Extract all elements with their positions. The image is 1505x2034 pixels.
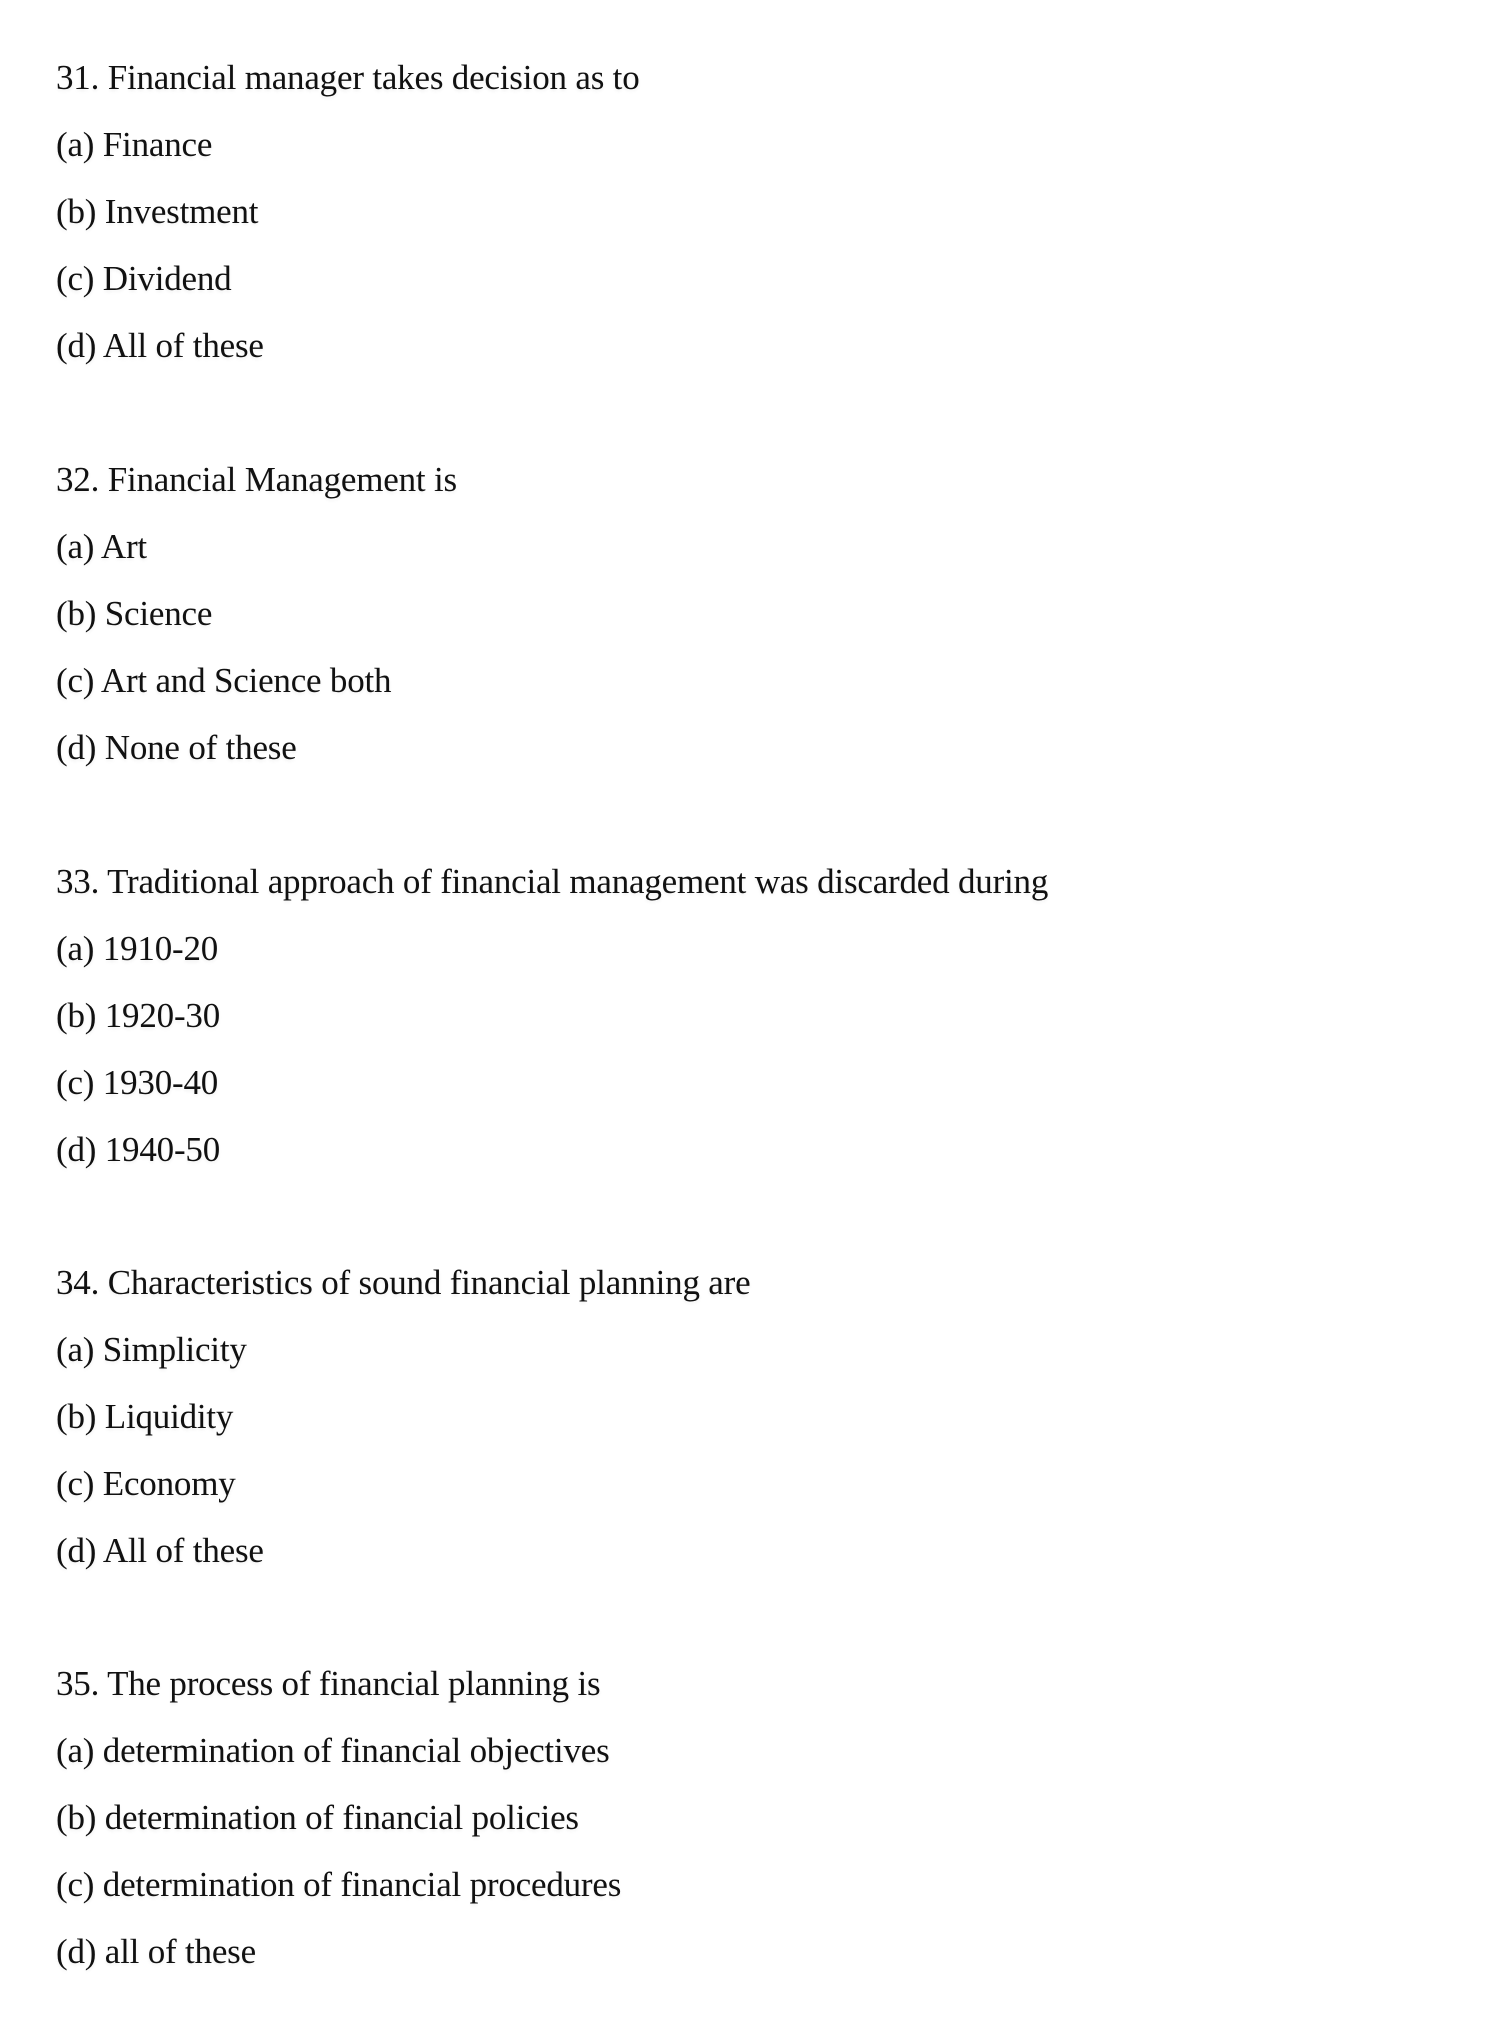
question-text: 34. Characteristics of sound financial planning are <box>56 1263 751 1302</box>
option-d: (d) 1940-50 <box>56 1130 221 1169</box>
question-text: 33. Traditional approach of financial management was discarded during <box>56 862 1049 901</box>
option-a: (a) Art <box>56 527 147 566</box>
option-a: (a) determination of financial objectives <box>56 1731 610 1770</box>
option-b: (b) Science <box>56 594 213 633</box>
option-c: (c) 1930-40 <box>56 1063 219 1102</box>
question-32 <box>56 446 1456 781</box>
question-35 <box>56 1650 1456 1985</box>
question-text: 32. Financial Management is <box>56 460 457 499</box>
question-33 <box>56 848 1456 1183</box>
option-d: (d) All of these <box>56 326 264 365</box>
option-b: (b) determination of financial policies <box>56 1798 579 1837</box>
option-d: (d) None of these <box>56 728 297 767</box>
option-c: (c) Art and Science both <box>56 661 392 700</box>
option-c: (c) Dividend <box>56 259 232 298</box>
option-b: (b) 1920-30 <box>56 996 221 1035</box>
option-b: (b) Liquidity <box>56 1397 234 1436</box>
option-b: (b) Investment <box>56 192 259 231</box>
question-text: 31. Financial manager takes decision as to <box>56 58 640 97</box>
question-text: 35. The process of financial planning is <box>56 1664 601 1703</box>
question-31 <box>56 44 1456 379</box>
option-d: (d) All of these <box>56 1531 264 1570</box>
option-a: (a) Finance <box>56 125 213 164</box>
question-34 <box>56 1249 1456 1584</box>
option-c: (c) determination of financial procedures <box>56 1865 622 1904</box>
option-d: (d) all of these <box>56 1932 256 1971</box>
option-c: (c) Economy <box>56 1464 236 1503</box>
option-a: (a) 1910-20 <box>56 929 219 968</box>
option-a: (a) Simplicity <box>56 1330 247 1369</box>
